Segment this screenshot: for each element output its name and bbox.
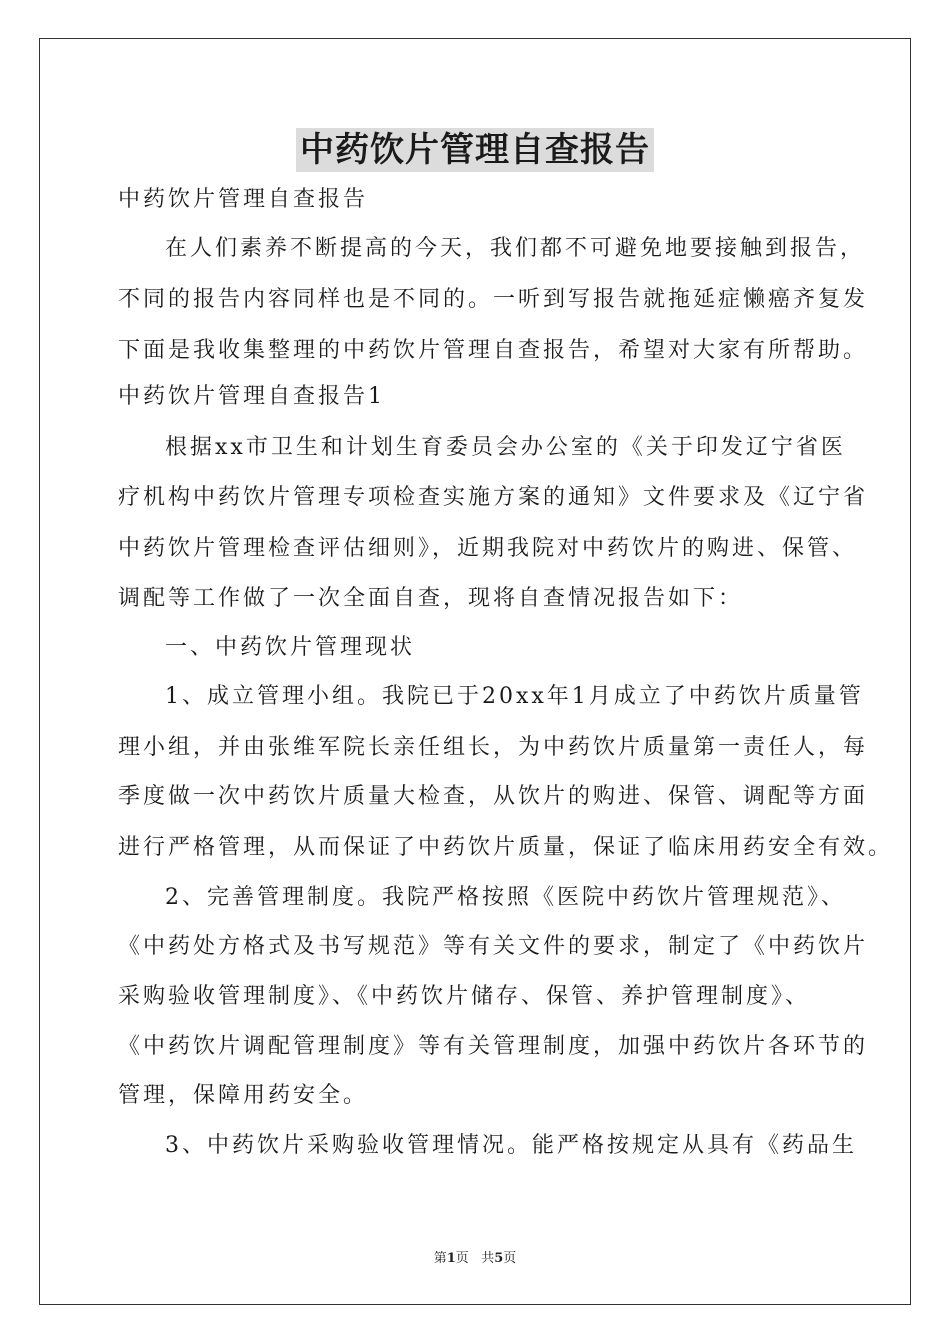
- paragraph-line: 在人们素养不断提高的今天，我们都不可避免地要接触到报告，: [165, 236, 866, 261]
- total-page-count: 5: [494, 1251, 504, 1266]
- subtitle-line: 中药饮片管理自查报告: [118, 187, 369, 212]
- footer-middle: 页 共: [455, 1251, 495, 1266]
- paragraph-line: 下面是我收集整理的中药饮片管理自查报告，希望对大家有所帮助。: [118, 338, 869, 363]
- section-heading: 中药饮片管理自查报告1: [118, 384, 385, 409]
- title-block: [0, 128, 950, 172]
- section-heading: 一、中药饮片管理现状: [165, 635, 416, 660]
- paragraph-line: 3、中药饮片采购验收管理情况。能严格按规定从具有《药品生: [165, 1133, 857, 1158]
- paragraph-line: 根据xx市卫生和计划生育委员会办公室的《关于印发辽宁省医: [165, 435, 846, 460]
- paragraph-line: 理小组，并由张维军院长亲任组长，为中药饮片质量第一责任人，每: [118, 735, 869, 760]
- paragraph-line: 采购验收管理制度》、《中药饮片储存、保管、养护管理制度》、: [118, 984, 811, 1009]
- paragraph-line: 1、成立管理小组。我院已于20xx年1月成立了中药饮片质量管: [165, 684, 864, 709]
- paragraph-line: 进行严格管理，从而保证了中药饮片质量，保证了临床用药安全有效。: [118, 835, 894, 860]
- footer-suffix: 页: [503, 1251, 517, 1266]
- paragraph-line: 不同的报告内容同样也是不同的。一听到写报告就拖延症懒癌齐复发: [118, 287, 869, 312]
- paragraph-line: 管理，保障用药安全。: [118, 1083, 369, 1108]
- document-title: 中药饮片管理自查报告: [296, 128, 654, 172]
- page-border: [39, 38, 911, 1305]
- page-footer: [0, 1247, 950, 1266]
- footer-prefix: 第: [433, 1251, 447, 1266]
- paragraph-line: 季度做一次中药饮片质量大检查，从饮片的购进、保管、调配等方面: [118, 784, 869, 809]
- paragraph-line: 《中药处方格式及书写规范》等有关文件的要求，制定了《中药饮片: [118, 934, 869, 959]
- paragraph-line: 2、完善管理制度。我院严格按照《医院中药饮片管理规范》、: [165, 885, 846, 910]
- current-page-number: 1: [446, 1251, 456, 1266]
- paragraph-line: 调配等工作做了一次全面自查，现将自查情况报告如下：: [118, 586, 744, 611]
- paragraph-line: 中药饮片管理检查评估细则》，近期我院对中药饮片的购进、保管、: [118, 536, 858, 561]
- paragraph-line: 疗机构中药饮片管理专项检查实施方案的通知》文件要求及《辽宁省: [118, 485, 869, 510]
- paragraph-line: 《中药饮片调配管理制度》等有关管理制度，加强中药饮片各环节的: [118, 1034, 869, 1059]
